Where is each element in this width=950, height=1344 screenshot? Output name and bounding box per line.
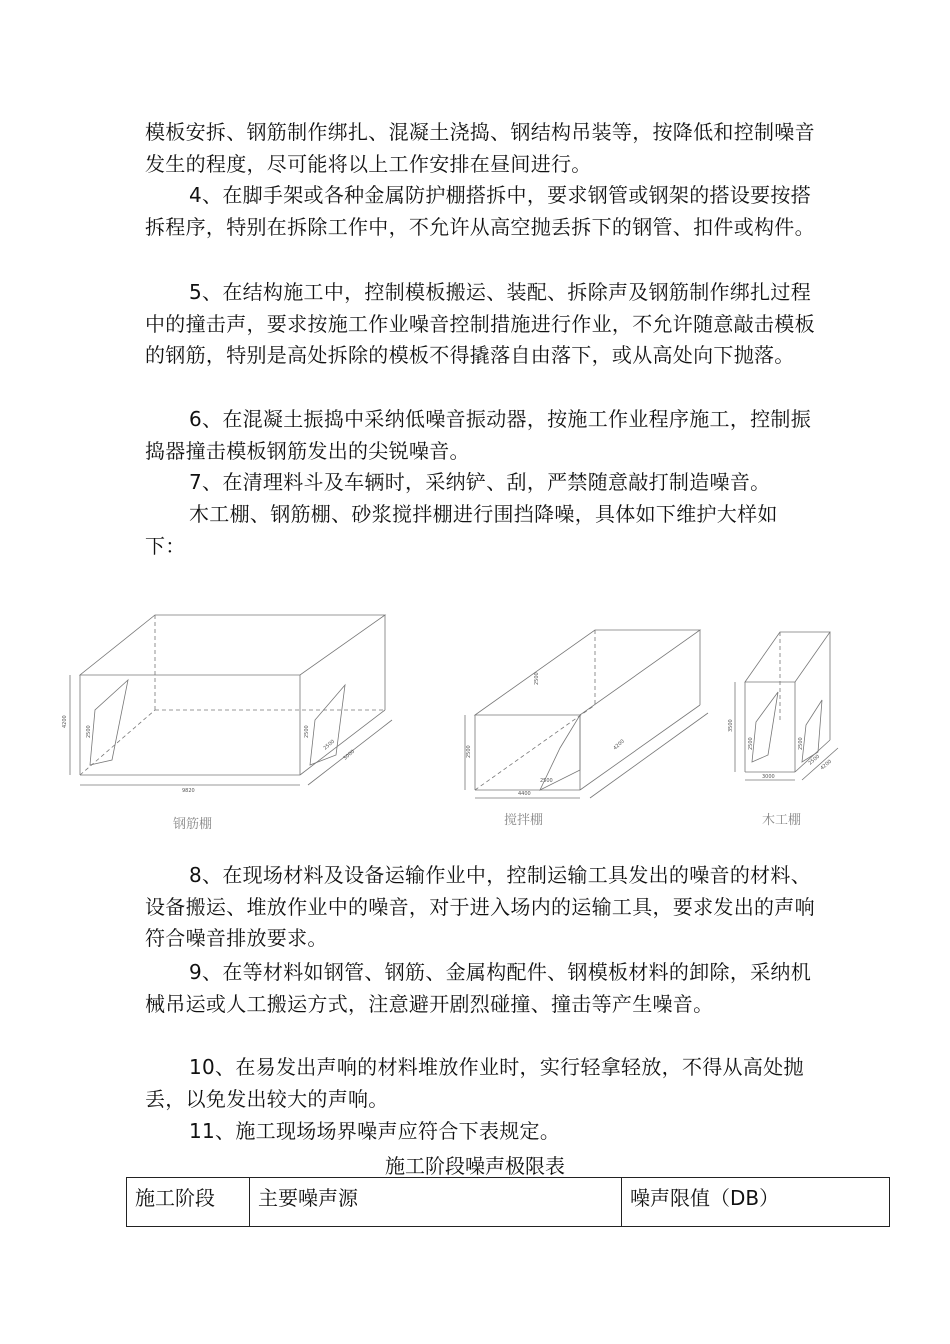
wood-shed-top-face xyxy=(745,632,830,682)
steel-shed-dim-2: 2500 xyxy=(86,725,92,738)
steel-shed-left-brace xyxy=(90,680,128,765)
mixer-shed-top-face xyxy=(475,630,700,715)
paragraph-1: 模板安拆、钢筋制作绑扎、混凝土浇捣、钢结构吊装等，按降低和控制噪音发生的程度，尽可能将以上工作安排在昼间进行。 xyxy=(145,120,815,176)
steel-shed-right-brace xyxy=(310,685,345,765)
paragraph-item-5: 5、在结构施工中，控制模板搬运、装配、拆除声及钢筋制作绑扎过程中的撞击声，要求按施工作业噪音控制措施进行作业，不允许随意敲击模板的钢筋，特别是高处拆除的模板不得撬落自由落下，或从高处向下抛落。 xyxy=(145,280,815,367)
mixer-shed-dim-2: 2500 xyxy=(534,672,540,685)
mixer-shed-dim-4: 4400 xyxy=(518,791,531,797)
wood-shed-dim-3: 2500 xyxy=(798,737,804,750)
paragraph-item-4: 4、在脚手架或各种金属防护棚搭拆中，要求钢管或钢架的搭设要按搭拆程序，特别在拆除工作中，不允许从高空抛丢拆下的钢管、扣件或构件。 xyxy=(145,183,815,239)
header-noise-limit: 噪声限值（DB） xyxy=(622,1178,890,1227)
mixer-shed-dim-3: 2500 xyxy=(540,778,553,784)
header-stage: 施工阶段 xyxy=(127,1178,250,1227)
wood-shed-dim-6: 4200 xyxy=(819,758,834,772)
table-header-row xyxy=(127,1178,890,1227)
paragraph-item-7: 7、在清理料斗及车辆时，采纳铲、刮，严禁随意敲打制造噪音。 xyxy=(189,470,771,494)
paragraph-item-9: 9、在等材料如钢管、钢筋、金属构配件、钢模板材料的卸除，采纳机械吊运或人工搬运方式，注意避开剧烈碰撞、撞击等产生噪音。 xyxy=(145,960,812,1016)
steel-shed-dim-1: 4200 xyxy=(62,715,68,728)
paragraph-item-10: 10、在易发出声响的材料堆放作业时，实行轻拿轻放，不得从高处抛丢，以免发出较大的声响。 xyxy=(145,1055,804,1111)
paragraph-item-11: 11、施工现场场界噪声应符合下表规定。 xyxy=(189,1119,561,1143)
steel-shed-dim-4: 2500 xyxy=(304,725,310,738)
mixer-shed-dim-1: 2500 xyxy=(466,745,472,758)
paragraph-item-6: 6、在混凝土振捣中采纳低噪音振动器，按施工作业程序施工，控制振捣器撞击模板钢筋发出的尖锐噪音。 xyxy=(145,407,812,463)
caption-wood-shed: 木工棚 xyxy=(762,813,802,828)
wood-shed-right-brace xyxy=(802,700,822,762)
paragraph-enclosure-intro: 木工棚、钢筋棚、砂浆搅拌棚进行围挡降噪，具体如下维护大样如下： xyxy=(145,502,778,558)
steel-shed-dim-5: 2500 xyxy=(322,738,337,752)
wood-shed-left-brace xyxy=(752,692,778,762)
wood-shed-dim-2: 2500 xyxy=(748,737,754,750)
mixer-shed-dim-5: 4200 xyxy=(612,738,626,752)
steel-shed-dim-6: 5000 xyxy=(342,748,357,762)
wood-shed-dim-5: 2500 xyxy=(807,753,822,767)
table-title: 施工阶段噪声极限表 xyxy=(385,1154,565,1178)
caption-steel-shed: 钢筋棚 xyxy=(173,817,213,832)
enclosure-diagram-svg xyxy=(40,600,920,840)
caption-mixer-shed: 搅拌棚 xyxy=(504,813,544,828)
steel-shed-dim-3: 9820 xyxy=(182,788,195,794)
paragraph-item-8: 8、在现场材料及设备运输作业中，控制运输工具发出的噪音的材料、设备搬运、堆放作业中的噪音，对于进入场内的运输工具，要求发出的声响符合噪音排放要求。 xyxy=(145,863,815,950)
enclosure-diagram xyxy=(40,600,920,840)
header-noise-source: 主要噪声源 xyxy=(250,1178,622,1227)
wood-shed-dim-4: 3000 xyxy=(762,774,775,780)
noise-limit-table xyxy=(126,1177,890,1227)
wood-shed-dim-1: 3500 xyxy=(728,719,734,732)
steel-shed-top-face xyxy=(80,615,385,675)
